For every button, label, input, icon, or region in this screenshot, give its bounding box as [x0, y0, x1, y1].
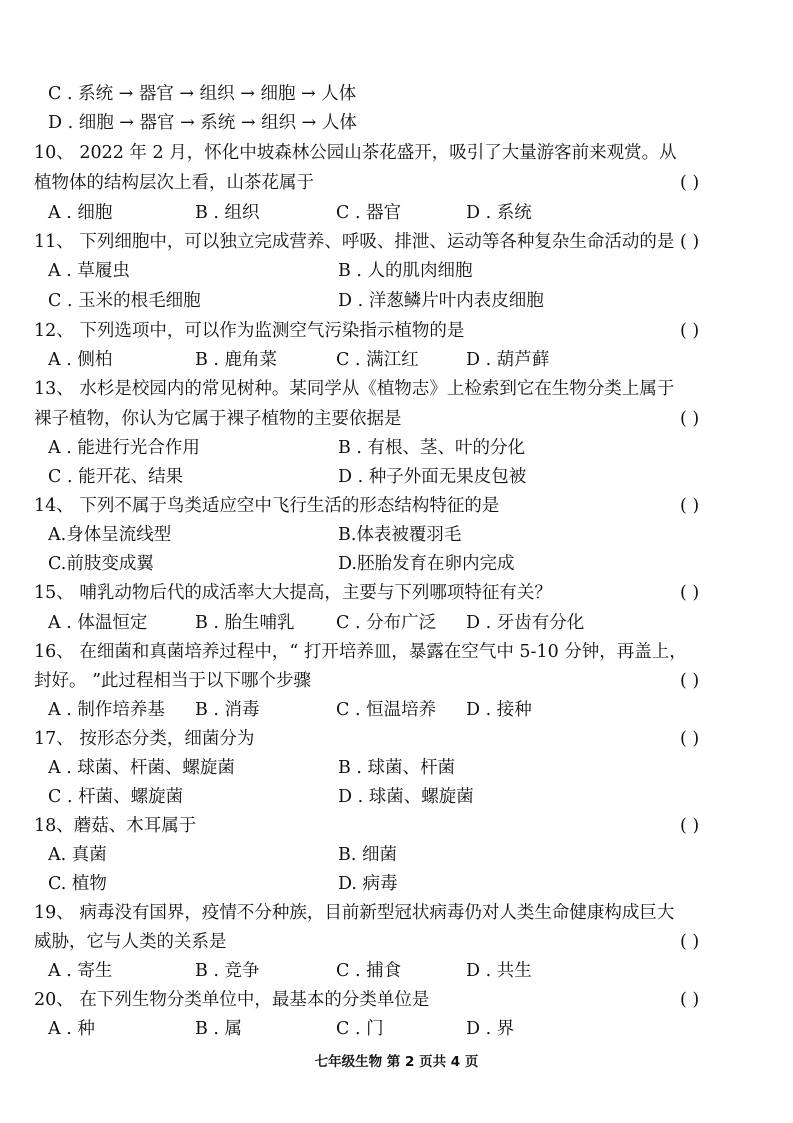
answer-option[interactable]: C . 满江红	[336, 350, 419, 370]
answer-option[interactable]: A . 草履虫	[48, 261, 130, 281]
question-text: 裸子植物，你认为它属于裸子植物的主要依据是	[34, 409, 402, 429]
question-13-line	[34, 407, 793, 431]
answer-option[interactable]: A . 侧柏	[48, 350, 113, 370]
answer-option[interactable]: C . 捕食	[336, 961, 402, 981]
question-text: 13、 水杉是校园内的常见树种。某同学从《植物志》上检索到它在生物分类上属于	[34, 379, 675, 399]
answer-option[interactable]: D . 葫芦藓	[466, 350, 550, 370]
answer-option[interactable]: C. 植物	[48, 874, 107, 894]
answer-option[interactable]: B . 消毒	[195, 700, 260, 720]
answer-blank[interactable]: ( )	[680, 816, 700, 836]
question-text: 20、 在下列生物分类单位中，最基本的分类单位是	[34, 990, 430, 1010]
answer-option[interactable]: B. 细菌	[338, 845, 397, 865]
answer-option[interactable]: D . 种子外面无果皮包被	[338, 467, 527, 487]
answer-blank[interactable]: ( )	[680, 729, 700, 749]
answer-option[interactable]: B.体表被覆羽毛	[338, 525, 462, 545]
answer-option[interactable]: A . 制作培养基	[48, 700, 165, 720]
question-text: 18、蘑菇、木耳属于	[34, 816, 197, 836]
answer-option[interactable]: C.前肢变成翼	[48, 554, 154, 574]
answer-option[interactable]: A . 体温恒定	[48, 613, 148, 633]
answer-option[interactable]: C . 杆菌、螺旋菌	[48, 787, 184, 807]
page-footer: 七年级生物 第 2 页共 4 页	[314, 1054, 479, 1070]
question-11-line	[34, 230, 793, 254]
answer-option[interactable]: D . 牙齿有分化	[466, 613, 585, 633]
answer-option[interactable]: B . 组织	[195, 203, 260, 223]
answer-blank[interactable]: ( )	[680, 232, 700, 252]
question-text: 16、 在细菌和真菌培养过程中，“ 打开培养皿，暴露在空气中 5-10 分钟，再盖上，	[34, 642, 687, 662]
answer-option[interactable]: B . 属	[195, 1019, 243, 1039]
question-19-line	[34, 930, 793, 954]
question-text: 威胁，它与人类的关系是	[34, 932, 227, 952]
question-10-line	[34, 171, 793, 195]
answer-option[interactable]: A.身体呈流线型	[48, 525, 172, 545]
question-text: 封好。 ”此过程相当于以下哪个步骤	[34, 671, 312, 691]
answer-option[interactable]: C . 器官	[336, 203, 402, 223]
answer-option[interactable]: D.胚胎发育在卵内完成	[338, 554, 515, 574]
answer-option[interactable]: A . 能进行光合作用	[48, 438, 200, 458]
answer-option[interactable]: A . 种	[48, 1019, 95, 1039]
answer-option[interactable]: B . 鹿角菜	[195, 350, 278, 370]
question-13-line	[34, 377, 793, 401]
answer-option[interactable]: D . 洋葱鳞片叶内表皮细胞	[338, 291, 544, 311]
answer-option[interactable]: A . 细胞	[48, 203, 113, 223]
answer-option[interactable]: D . 球菌、螺旋菌	[338, 787, 474, 807]
question-14-line	[34, 494, 793, 518]
answer-option[interactable]: A . 球菌、杆菌、螺旋菌	[48, 758, 235, 778]
question-19-line	[34, 901, 793, 925]
answer-option[interactable]: C . 分布广泛	[336, 613, 437, 633]
question-text: 17、 按形态分类，细菌分为	[34, 729, 255, 749]
answer-option[interactable]: A. 真菌	[48, 845, 107, 865]
answer-option[interactable]: C . 恒温培养	[336, 700, 437, 720]
answer-option[interactable]: B . 竞争	[195, 961, 260, 981]
question-text: 11、 下列细胞中，可以独立完成营养、呼吸、排泄、运动等各种复杂生命活动的是	[34, 232, 675, 252]
answer-blank[interactable]: ( )	[680, 321, 700, 341]
question-16-line	[34, 669, 793, 693]
question-17-line	[34, 727, 793, 751]
prev-option-1[interactable]: C . 系统 → 器官 → 组织 → 细胞 → 人体	[48, 84, 357, 104]
answer-option[interactable]: D . 共生	[466, 961, 532, 981]
question-18-line	[34, 814, 793, 838]
question-text: 10、 2022 年 2 月，怀化中坡森林公园山茶花盛开，吸引了大量游客前来观赏。从	[34, 143, 677, 163]
answer-option[interactable]: D . 界	[466, 1019, 515, 1039]
question-16-line	[34, 640, 793, 664]
answer-blank[interactable]: ( )	[680, 173, 700, 193]
answer-option[interactable]: A . 寄生	[48, 961, 113, 981]
answer-option[interactable]: D. 病毒	[338, 874, 398, 894]
answer-option[interactable]: C . 能开花、结果	[48, 467, 184, 487]
answer-blank[interactable]: ( )	[680, 409, 700, 429]
answer-option[interactable]: B . 有根、茎、叶的分化	[338, 438, 526, 458]
answer-blank[interactable]: ( )	[680, 932, 700, 952]
question-text: 15、 哺乳动物后代的成活率大大提高，主要与下列哪项特征有关？	[34, 583, 552, 603]
answer-option[interactable]: D . 系统	[466, 203, 532, 223]
prev-option-2[interactable]: D . 细胞 → 器官 → 系统 → 组织 → 人体	[48, 113, 357, 133]
answer-option[interactable]: B . 胎生哺乳	[195, 613, 295, 633]
answer-option[interactable]: C . 门	[336, 1019, 384, 1039]
question-12-line	[34, 319, 793, 343]
answer-option[interactable]: C . 玉米的根毛细胞	[48, 291, 201, 311]
question-20-line	[34, 988, 793, 1012]
answer-blank[interactable]: ( )	[680, 990, 700, 1010]
question-text: 12、 下列选项中，可以作为监测空气污染指示植物的是	[34, 321, 465, 341]
question-10-line	[34, 141, 793, 165]
answer-blank[interactable]: ( )	[680, 583, 700, 603]
answer-option[interactable]: D . 接种	[466, 700, 532, 720]
question-15-line	[34, 581, 793, 605]
question-text: 19、 病毒没有国界，疫情不分种族，目前新型冠状病毒仍对人类生命健康构成巨大	[34, 903, 675, 923]
question-text: 植物体的结构层次上看，山茶花属于	[34, 173, 314, 193]
answer-option[interactable]: B . 人的肌肉细胞	[338, 261, 473, 281]
answer-blank[interactable]: ( )	[680, 496, 700, 516]
answer-option[interactable]: B . 球菌、杆菌	[338, 758, 456, 778]
question-text: 14、 下列不属于鸟类适应空中飞行生活的形态结构特征的是	[34, 496, 500, 516]
answer-blank[interactable]: ( )	[680, 671, 700, 691]
